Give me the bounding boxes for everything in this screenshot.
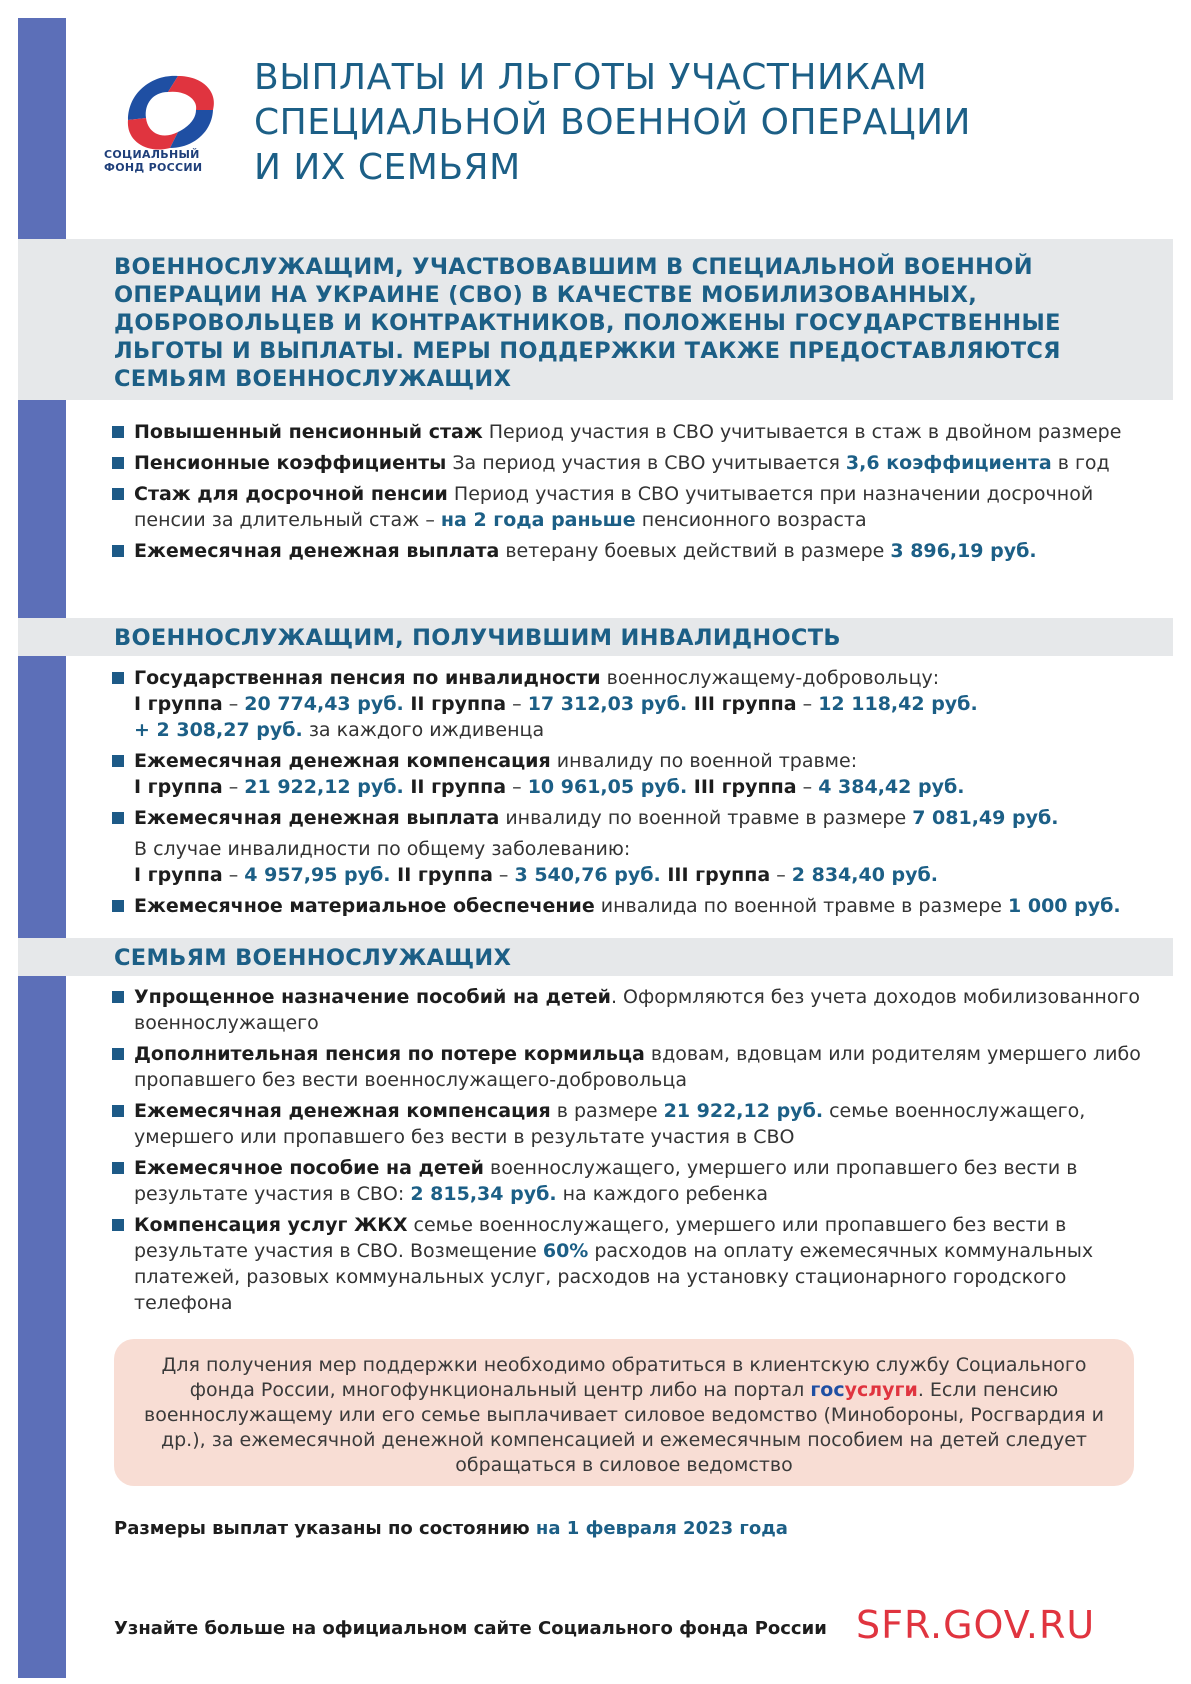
bullet-square-icon [112, 1048, 124, 1060]
item-highlight: 3,6 коэффициента [845, 452, 1052, 474]
heading-line: ВОЕННОСЛУЖАЩИМ, УЧАСТВОВАВШИМ В СПЕЦИАЛЬНОЙ ВОЕННОЙ [114, 254, 1033, 280]
group-value: 17 312,03 руб. [527, 693, 688, 715]
as-of-date-value: на 1 февраля 2023 года [535, 1518, 788, 1539]
group-label: II группа [403, 693, 507, 715]
item-text: в размере [550, 1100, 664, 1122]
group-value: 3 540,76 руб. [514, 864, 661, 886]
item-text: семье военнослужащего, умершего или пропавшего без вести в результате участия в СВО [134, 1100, 1086, 1148]
benefits-list [112, 419, 1142, 569]
item-title: Ежемесячное материальное обеспечение [134, 895, 595, 917]
bullet-square-icon [112, 1105, 124, 1117]
as-of-text: Размеры выплат указаны по состоянию [114, 1518, 536, 1539]
item-title: Ежемесячное пособие на детей [134, 1157, 484, 1179]
item-title: Ежемесячная денежная выплата [134, 540, 500, 562]
disability-list [112, 665, 1142, 924]
website-link[interactable]: SFR.GOV.RU [856, 1603, 1096, 1647]
separator: – [506, 693, 528, 715]
group-label: III группа [687, 776, 797, 798]
title-line: И ИХ СЕМЬЯМ [254, 147, 521, 188]
group-value: 10 961,05 руб. [527, 776, 688, 798]
list-item [112, 419, 1142, 445]
item-text: в год [1051, 452, 1110, 474]
bullet-square-icon [112, 900, 124, 912]
list-item [112, 665, 1142, 743]
item-title: Ежемесячная денежная выплата [134, 807, 500, 829]
section-header-band [18, 618, 1173, 656]
list-item [112, 836, 1142, 888]
section-header-band [18, 239, 1173, 400]
item-highlight: 1 000 руб. [1008, 895, 1121, 917]
list-item [112, 805, 1142, 831]
list-item [112, 1041, 1142, 1093]
item-text: за каждого иждивенца [302, 719, 545, 741]
list-item [112, 748, 1142, 800]
notice-text: Для получения мер поддержки необходимо обратиться в клиентскую службу Социального фонда России, многофункциональный центр либо на портал [161, 1354, 1087, 1401]
group-label: I группа [134, 776, 223, 798]
item-title: Компенсация услуг ЖКХ [134, 1214, 408, 1236]
page-title [254, 55, 1134, 190]
item-title: Ежемесячная денежная компенсация [134, 750, 551, 772]
item-text: пенсионного возраста [635, 509, 867, 531]
group-value: 4 384,42 руб. [818, 776, 965, 798]
group-label: II группа [390, 864, 493, 886]
item-title: Государственная пенсия по инвалидности [134, 667, 601, 689]
bullet-square-icon [112, 426, 124, 438]
bullet-square-icon [112, 1162, 124, 1174]
bullet-square-icon [112, 755, 124, 767]
separator: – [796, 693, 819, 715]
group-value: 12 118,42 руб. [818, 693, 978, 715]
separator: – [222, 864, 245, 886]
list-item [112, 1212, 1142, 1316]
item-text: Период участия в СВО учитывается в стаж в двойном размере [482, 421, 1122, 443]
heading-line: ЛЬГОТЫ И ВЫПЛАТЫ. МЕРЫ ПОДДЕРЖКИ ТАКЖЕ ПРЕДОСТАВЛЯЮТСЯ [114, 338, 1061, 364]
separator: – [770, 864, 792, 886]
heading-line: ОПЕРАЦИИ НА УКРАИНЕ (СВО) В КАЧЕСТВЕ МОБИЛИЗОВАННЫХ, [114, 282, 978, 308]
group-value: 21 922,12 руб. [244, 776, 404, 798]
group-label: III группа [660, 864, 771, 886]
group-label: II группа [403, 776, 507, 798]
title-line: СПЕЦИАЛЬНОЙ ВОЕННОЙ ОПЕРАЦИИ [254, 102, 971, 143]
bullet-square-icon [112, 488, 124, 500]
group-value: 20 774,43 руб. [244, 693, 404, 715]
item-text: на каждого ребенка [556, 1183, 769, 1205]
item-title: Дополнительная пенсия по потере кормильца [134, 1043, 645, 1065]
gosuslugi-part: услуги [844, 1379, 918, 1401]
bullet-square-icon [112, 1219, 124, 1231]
item-text: Период участия в СВО учитывается при назначении досрочной пенсии за длительный стаж – [134, 483, 1094, 531]
item-text: В случае инвалидности по общему заболеванию: [134, 838, 631, 860]
item-title: Ежемесячная денежная компенсация [134, 1100, 551, 1122]
logo-caption [104, 148, 234, 174]
item-title: Пенсионные коэффициенты [134, 452, 447, 474]
separator: – [492, 864, 515, 886]
item-highlight: на 2 года раньше [440, 509, 636, 531]
as-of-date [114, 1518, 788, 1539]
item-highlight: 3 896,19 руб. [890, 540, 1037, 562]
item-text: военнослужащему-добровольцу: [600, 667, 940, 689]
gosuslugi-link[interactable] [810, 1379, 917, 1401]
section-heading: СЕМЬЯМ ВОЕННОСЛУЖАЩИХ [114, 945, 512, 971]
item-text: За период участия в СВО учитывается [446, 452, 846, 474]
bullet-square-icon [112, 457, 124, 469]
footer [114, 1602, 1114, 1650]
list-item [112, 893, 1142, 919]
heading-line: СЕМЬЯМ ВОЕННОСЛУЖАЩИХ [114, 366, 512, 392]
support-notice [114, 1339, 1134, 1486]
item-text: ветерану боевых действий в размере [499, 540, 891, 562]
logo-caption-line: ФОНД РОССИИ [104, 161, 203, 174]
footer-text: Узнайте больше на официальном сайте Социального фонда России [114, 1618, 827, 1639]
section-heading [114, 253, 1074, 393]
group-label: I группа [134, 693, 223, 715]
item-text: . Оформляются без учета доходов мобилизованного военнослужащего [134, 986, 1141, 1034]
families-list [112, 984, 1142, 1321]
item-text: инвалиду по военной травме в размере [499, 807, 913, 829]
separator: – [506, 776, 528, 798]
list-item [112, 538, 1142, 564]
bullet-square-icon [112, 812, 124, 824]
group-label: III группа [687, 693, 797, 715]
item-text: вдовам, вдовцам или родителям умершего либо пропавшего без вести военнослужащего-добровольца [134, 1043, 1141, 1091]
title-line: ВЫПЛАТЫ И ЛЬГОТЫ УЧАСТНИКАМ [254, 57, 928, 98]
bullet-square-icon [112, 672, 124, 684]
item-text: семье военнослужащего, умершего или пропавшего без вести в результате участия в СВО. Возмещение [134, 1214, 1067, 1262]
item-highlight: 21 922,12 руб. [663, 1100, 824, 1122]
group-value: 4 957,95 руб. [244, 864, 391, 886]
section-header-band [18, 938, 1173, 976]
list-item [112, 1098, 1142, 1150]
item-highlight: 7 081,49 руб. [912, 807, 1059, 829]
item-title: Повышенный пенсионный стаж [134, 421, 483, 443]
separator: – [796, 776, 819, 798]
section-heading: ВОЕННОСЛУЖАЩИМ, ПОЛУЧИВШИМ ИНВАЛИДНОСТЬ [114, 625, 841, 651]
group-value: + 2 308,27 руб. [134, 719, 303, 741]
list-item [112, 450, 1142, 476]
separator: – [222, 693, 245, 715]
bullet-square-icon [112, 991, 124, 1003]
item-text: военнослужащего, умершего или пропавшего без вести в результате участия в СВО: [134, 1157, 1078, 1205]
group-value: 2 834,40 руб. [791, 864, 939, 886]
item-text: инвалида по военной травме в размере [594, 895, 1009, 917]
list-item [112, 481, 1142, 533]
group-label: I группа [134, 864, 223, 886]
item-title: Упрощенное назначение пособий на детей [134, 986, 611, 1008]
list-item [112, 984, 1142, 1036]
item-highlight: 2 815,34 руб. [410, 1183, 557, 1205]
item-title: Стаж для досрочной пенсии [134, 483, 448, 505]
list-item [112, 1155, 1142, 1207]
item-text: инвалиду по военной травме: [550, 750, 858, 772]
logo-caption-line: СОЦИАЛЬНЫЙ [104, 148, 200, 161]
bullet-square-icon [112, 545, 124, 557]
heading-line: ДОБРОВОЛЬЦЕВ И КОНТРАКТНИКОВ, ПОЛОЖЕНЫ ГОСУДАРСТВЕННЫЕ [114, 310, 1061, 336]
notice-text: . Если пенсию военнослужащему или его семье выплачивает силовое ведомство (Минобороны, Росгвардия и др.), за ежемесячной денежной компенсацией и ежемесячным пособием на детей следует обращаться в силовое ведомство [144, 1379, 1104, 1476]
separator: – [222, 776, 245, 798]
gosuslugi-part: гос [810, 1379, 845, 1401]
item-highlight: 60% [542, 1240, 589, 1262]
item-text: расходов на оплату ежемесячных коммунальных платежей, разовых коммунальных услуг, расходов на установку стационарного городского телефона [134, 1240, 1094, 1314]
